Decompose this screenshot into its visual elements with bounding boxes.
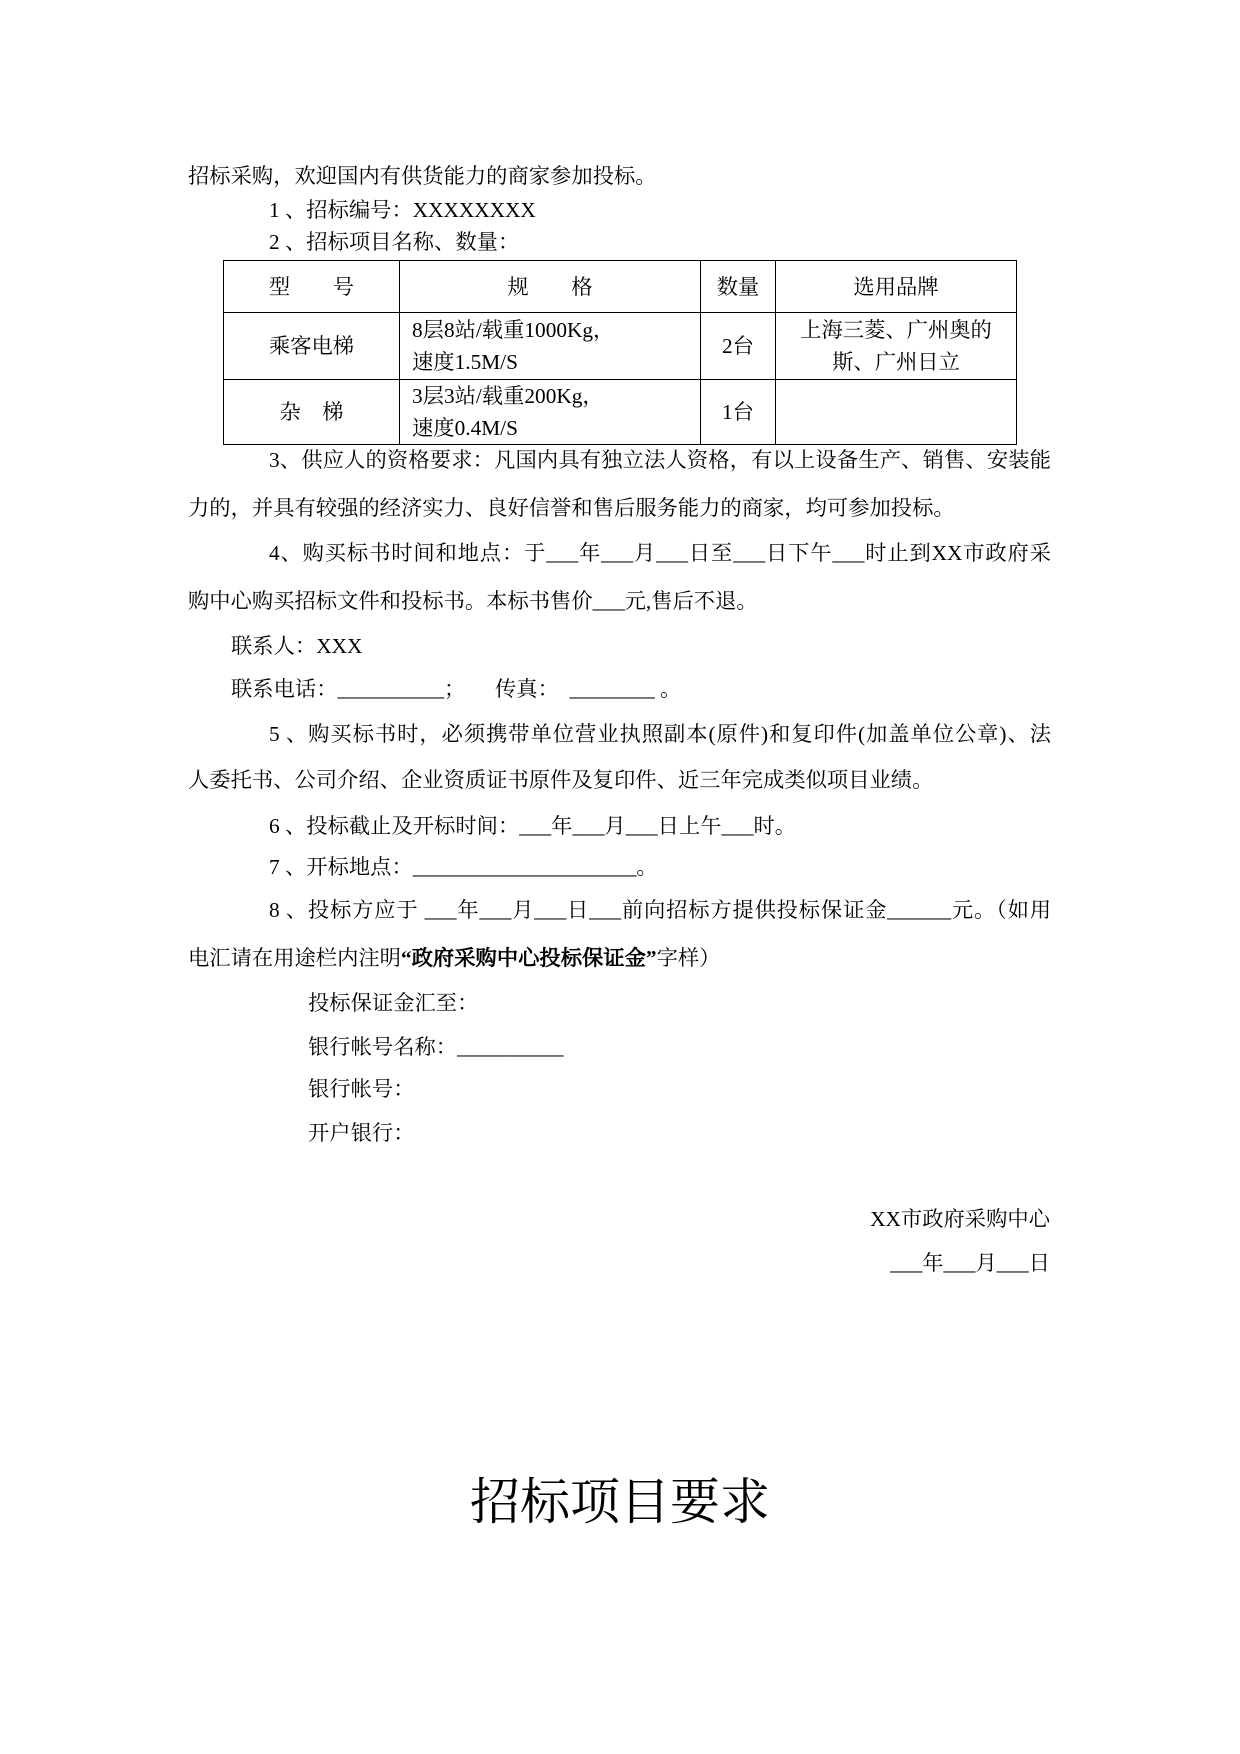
required-documents-line: 人委托书、公司介绍、企业资质证书原件及复印件、近三年完成类似项目业绩。 (188, 768, 934, 792)
bank-name: 开户银行： (308, 1121, 415, 1145)
contact-fax: 传真： ________ 。 (495, 677, 682, 701)
cell-model: 乘客电梯 (224, 313, 400, 380)
bank-account-name: 银行帐号名称：__________ (308, 1035, 564, 1059)
cell-brand-line: 斯、广州日立 (832, 350, 960, 374)
qualification-line: 3、供应人的资格要求：凡国内具有独立法人资格，有以上设备生产、销售、安装能 (269, 448, 1051, 472)
cell-spec-line: 速度0.4M/S (412, 416, 518, 440)
signature-date: ___年___月___日 (890, 1251, 1050, 1275)
qualification-line: 力的，并具有较强的经济实力、良好信誉和售后服务能力的商家，均可参加投标。 (188, 496, 955, 520)
elevator-spec-table (223, 260, 1017, 445)
cell-quantity: 2台 (701, 313, 776, 380)
contact-person: 联系人：XXX (231, 634, 363, 658)
bank-heading: 投标保证金汇至： (308, 991, 479, 1015)
signature-organization: XX市政府采购中心 (870, 1207, 1050, 1231)
cell-model: 杂 梯 (224, 380, 400, 445)
purchase-time-line: 购中心购买招标文件和投标书。本标书售价___元,售后不退。 (188, 589, 758, 613)
cell-spec-line: 8层8站/载重1000Kg， (412, 318, 615, 342)
opening-location-line: 7 、开标地点：_____________________。 (269, 855, 658, 879)
header-quantity: 数量 (701, 261, 776, 313)
table-row (224, 313, 1017, 380)
tender-number: 1 、招标编号：XXXXXXXX (269, 198, 536, 222)
cell-spec (400, 313, 701, 380)
deposit-note-text: 电汇请在用途栏内注明 (188, 946, 401, 970)
intro-line: 招标采购，欢迎国内有供货能力的商家参加投标。 (188, 164, 657, 188)
cell-spec-line: 速度1.5M/S (412, 350, 518, 374)
purchase-time-line: 4、购买标书时间和地点：于___年___月___日至___日下午___时止到XX市政府采 (269, 541, 1051, 565)
cell-brand-line: 上海三菱、广州奥的 (800, 318, 992, 342)
contact-phone: 联系电话：__________； (231, 677, 466, 701)
header-spec: 规 格 (400, 261, 701, 313)
deposit-note-text: 字样） (656, 946, 721, 970)
cell-brand (776, 380, 1017, 445)
required-documents-line: 5 、购买标书时，必须携带单位营业执照副本(原件)和复印件(加盖单位公章)、法 (269, 722, 1051, 746)
deadline-line: 6 、投标截止及开标时间：___年___月___日上午___时。 (269, 814, 797, 838)
table-row (224, 380, 1017, 445)
cell-spec-line: 3层3站/载重200Kg， (412, 384, 604, 408)
project-list-heading: 2 、招标项目名称、数量： (269, 230, 520, 254)
table-header-row (224, 261, 1017, 313)
deposit-note-line (188, 943, 720, 973)
cell-brand (776, 313, 1017, 380)
section-title: 招标项目要求 (470, 1474, 770, 1530)
header-model: 型 号 (224, 261, 400, 313)
deposit-line: 8 、投标方应于 ___年___月___日___前向招标方提供投标保证金______元。（如用 (269, 898, 1051, 922)
header-brand: 选用品牌 (776, 261, 1017, 313)
bank-account-number: 银行帐号： (308, 1077, 415, 1101)
cell-quantity: 1台 (701, 380, 776, 445)
cell-spec (400, 380, 701, 445)
deposit-note-bold: “政府采购中心投标保证金” (400, 946, 657, 970)
